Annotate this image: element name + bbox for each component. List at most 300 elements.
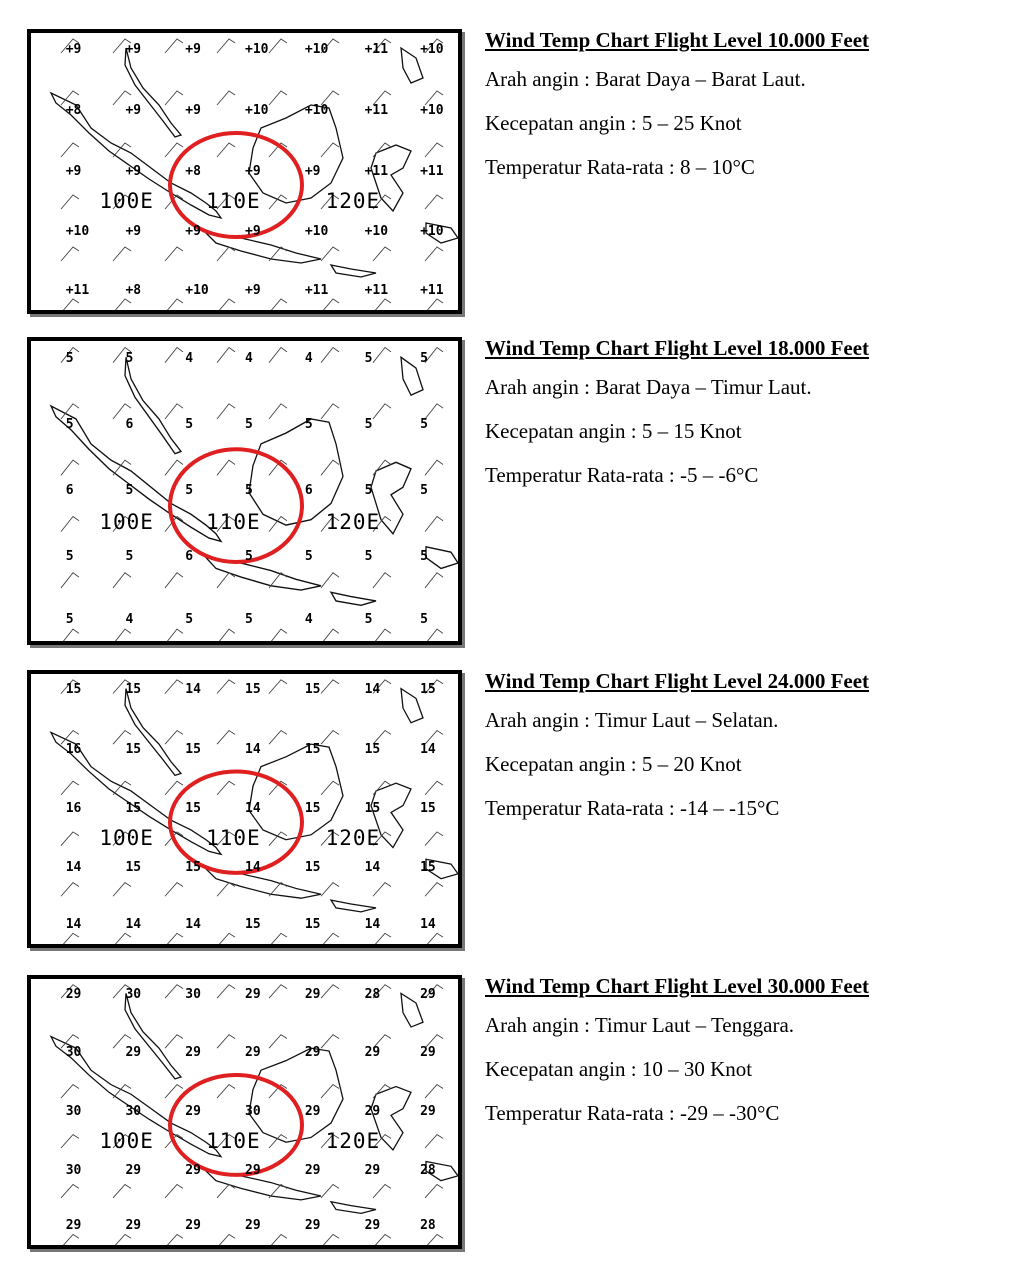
wind-barb bbox=[425, 1135, 443, 1148]
wind-temp-map bbox=[27, 29, 462, 314]
wind-barb bbox=[269, 404, 287, 419]
wind-barb bbox=[165, 1234, 183, 1245]
grid-temperature-value: 5 bbox=[420, 351, 428, 366]
wind-speed: Kecepatan angin : 5 – 25 Knot bbox=[485, 111, 742, 135]
wind-barb bbox=[165, 629, 183, 641]
wind-barb bbox=[217, 1085, 235, 1098]
grid-temperature-value: 15 bbox=[364, 741, 381, 757]
wind-barb bbox=[321, 680, 339, 694]
grid-temperature-value: 29 bbox=[65, 1218, 82, 1234]
wind-barb bbox=[217, 629, 235, 641]
chart-title: Wind Temp Chart Flight Level 24.000 Feet bbox=[485, 669, 870, 693]
grid-temperature-value: +10 bbox=[185, 282, 209, 298]
longitude-label: 110E bbox=[206, 1128, 261, 1153]
longitude-label: 100E bbox=[99, 825, 154, 850]
grid-temperature-value: 6 bbox=[185, 549, 194, 564]
wind-barb bbox=[269, 985, 287, 998]
wind-barb bbox=[165, 985, 183, 998]
longitude-label: 110E bbox=[206, 510, 261, 534]
wind-barb bbox=[61, 832, 79, 846]
wind-temp-map bbox=[27, 670, 462, 948]
coastline bbox=[125, 993, 181, 1078]
grid-temperature-value: 28 bbox=[364, 986, 381, 1002]
wind-barb bbox=[165, 731, 183, 745]
grid-temperature-value: 5 bbox=[420, 612, 428, 627]
wind-barb bbox=[217, 143, 235, 157]
wind-barb bbox=[321, 404, 339, 419]
wind-barb bbox=[217, 347, 235, 362]
wind-barb bbox=[321, 985, 339, 998]
grid-temperature-value: +9 bbox=[245, 224, 261, 240]
longitude-label: 100E bbox=[99, 1128, 154, 1153]
grid-temperature-value: 4 bbox=[185, 351, 194, 366]
grid-temperature-value: 30 bbox=[65, 1104, 82, 1119]
grid-temperature-value: 14 bbox=[65, 860, 82, 876]
grid-temperature-value: +11 bbox=[304, 282, 329, 298]
longitude-label: 120E bbox=[325, 510, 381, 534]
wind-barb bbox=[425, 247, 443, 261]
wind-barb bbox=[61, 781, 79, 795]
wind-barb bbox=[113, 933, 131, 944]
coastline bbox=[331, 265, 376, 277]
grid-temperature-value: 4 bbox=[125, 612, 134, 627]
grid-temperature-value: +11 bbox=[65, 282, 90, 298]
grid-temperature-value: 14 bbox=[245, 860, 261, 876]
wind-barb bbox=[217, 933, 235, 944]
grid-temperature-value: 29 bbox=[125, 1218, 142, 1234]
wind-barb bbox=[321, 460, 339, 475]
grid-temperature-value: +11 bbox=[364, 41, 389, 57]
wind-barb bbox=[321, 1035, 339, 1048]
grid-temperature-value: 15 bbox=[125, 801, 142, 816]
wind-barb bbox=[217, 460, 235, 475]
grid-temperature-value: 15 bbox=[304, 860, 321, 876]
grid-temperature-value: 5 bbox=[185, 483, 194, 498]
highlight-circle bbox=[170, 133, 302, 240]
grid-temperature-value: +9 bbox=[185, 224, 201, 240]
longitude-label: 110E bbox=[206, 825, 261, 850]
grid-temperature-value: 5 bbox=[65, 549, 74, 564]
grid-temperature-value: +10 bbox=[420, 224, 444, 240]
longitude-label: 120E bbox=[325, 188, 381, 213]
grid-temperature-value: 5 bbox=[245, 483, 253, 498]
wind-barb bbox=[217, 680, 235, 694]
wind-barb bbox=[217, 781, 235, 795]
grid-temperature-value: 29 bbox=[125, 1162, 142, 1178]
grid-temperature-value: 30 bbox=[125, 1104, 142, 1119]
grid-temperature-value: 28 bbox=[420, 1218, 436, 1234]
grid-temperature-value: +9 bbox=[125, 163, 142, 179]
wind-barb bbox=[321, 1185, 339, 1198]
grid-temperature-value: +10 bbox=[245, 102, 269, 118]
grid-temperature-value: +11 bbox=[420, 163, 444, 179]
highlight-circle bbox=[170, 771, 302, 876]
wind-barb bbox=[165, 1185, 183, 1198]
chart-info bbox=[485, 974, 965, 1126]
wind-barb bbox=[321, 247, 339, 261]
grid-temperature-value: 5 bbox=[304, 417, 313, 432]
wind-barb bbox=[61, 195, 79, 209]
grid-temperature-value: 5 bbox=[245, 549, 253, 564]
wind-barb bbox=[425, 460, 443, 475]
grid-temperature-value: 4 bbox=[245, 351, 253, 366]
coastline bbox=[125, 48, 181, 137]
grid-temperature-value: 14 bbox=[420, 741, 436, 757]
wind-barb bbox=[217, 91, 235, 105]
wind-barb bbox=[217, 404, 235, 419]
wind-direction: Arah angin : Timur Laut – Tenggara. bbox=[485, 1013, 795, 1037]
wind-barb bbox=[217, 985, 235, 998]
grid-temperature-value: 15 bbox=[185, 860, 201, 876]
grid-temperature-value: +11 bbox=[364, 163, 389, 179]
wind-barb bbox=[425, 883, 443, 897]
grid-temperature-value: 14 bbox=[245, 741, 261, 757]
wind-barb bbox=[165, 299, 183, 310]
wind-direction: Arah angin : Barat Daya – Barat Laut. bbox=[485, 67, 806, 91]
grid-temperature-value: +10 bbox=[304, 224, 329, 240]
grid-temperature-value: +9 bbox=[125, 224, 142, 240]
wind-barb bbox=[269, 1234, 287, 1245]
grid-temperature-value: +9 bbox=[304, 163, 321, 179]
wind-barb bbox=[425, 781, 443, 795]
wind-barb bbox=[269, 933, 287, 944]
grid-temperature-value: 29 bbox=[364, 1104, 381, 1119]
grid-temperature-value: 14 bbox=[245, 801, 261, 816]
grid-temperature-value: +10 bbox=[304, 102, 329, 118]
grid-temperature-value: 5 bbox=[364, 351, 373, 366]
grid-temperature-value: 4 bbox=[304, 612, 313, 627]
wind-barb bbox=[425, 832, 443, 846]
wind-barb bbox=[425, 933, 443, 944]
chart-info bbox=[485, 336, 965, 488]
wind-barb bbox=[321, 573, 339, 588]
wind-barb bbox=[113, 1234, 131, 1245]
wind-barb bbox=[373, 1185, 391, 1198]
wind-barb bbox=[321, 1085, 339, 1098]
wind-barb bbox=[165, 933, 183, 944]
grid-temperature-value: +10 bbox=[420, 102, 444, 118]
wind-barb bbox=[113, 299, 131, 310]
wind-barb bbox=[165, 883, 183, 897]
grid-temperature-value: 29 bbox=[185, 1218, 201, 1234]
grid-temperature-value: 28 bbox=[420, 1162, 436, 1178]
average-temperature: Temperatur Rata-rata : 8 – 10°C bbox=[485, 155, 755, 179]
grid-temperature-value: 14 bbox=[364, 860, 381, 876]
grid-temperature-value: 14 bbox=[364, 682, 381, 698]
wind-barb bbox=[165, 1035, 183, 1048]
grid-temperature-value: 5 bbox=[420, 417, 428, 432]
wind-barb bbox=[61, 143, 79, 157]
grid-temperature-value: 15 bbox=[420, 860, 436, 876]
wind-barb bbox=[425, 629, 443, 641]
highlight-circle bbox=[170, 449, 302, 562]
grid-temperature-value: 29 bbox=[125, 1045, 142, 1061]
grid-temperature-value: +11 bbox=[364, 102, 389, 118]
wind-barb bbox=[321, 933, 339, 944]
wind-barb bbox=[321, 781, 339, 795]
grid-temperature-value: +10 bbox=[65, 224, 90, 240]
wind-barb bbox=[321, 629, 339, 641]
grid-temperature-value: 15 bbox=[125, 682, 142, 698]
coastline bbox=[331, 592, 376, 605]
grid-temperature-value: 15 bbox=[185, 741, 201, 757]
grid-temperature-value: 14 bbox=[185, 682, 201, 698]
wind-barb bbox=[425, 143, 443, 157]
grid-temperature-value: 5 bbox=[245, 417, 253, 432]
grid-temperature-value: 29 bbox=[364, 1045, 381, 1061]
wind-direction: Arah angin : Timur Laut – Selatan. bbox=[485, 708, 779, 732]
wind-temp-map bbox=[27, 975, 462, 1249]
wind-barb bbox=[321, 299, 339, 310]
grid-temperature-value: 16 bbox=[65, 801, 82, 816]
wind-barb bbox=[373, 573, 391, 588]
grid-temperature-value: 29 bbox=[245, 1045, 261, 1061]
grid-temperature-value: 5 bbox=[65, 351, 74, 366]
wind-barb bbox=[61, 573, 79, 588]
wind-barb bbox=[321, 1234, 339, 1245]
wind-barb bbox=[373, 404, 391, 419]
grid-temperature-value: 29 bbox=[364, 1218, 381, 1234]
longitude-label: 110E bbox=[206, 188, 261, 213]
coastline bbox=[125, 357, 181, 453]
wind-barb bbox=[61, 247, 79, 261]
wind-barb bbox=[373, 299, 391, 310]
grid-temperature-value: 5 bbox=[185, 612, 194, 627]
grid-temperature-value: 15 bbox=[245, 917, 261, 933]
grid-temperature-value: 29 bbox=[420, 1045, 436, 1061]
chart-info bbox=[485, 28, 965, 180]
wind-barb bbox=[425, 195, 443, 209]
grid-temperature-value: 5 bbox=[125, 549, 134, 564]
grid-temperature-value: 29 bbox=[245, 986, 261, 1002]
wind-barb bbox=[373, 629, 391, 641]
grid-temperature-value: 15 bbox=[245, 682, 261, 698]
grid-temperature-value: 5 bbox=[245, 612, 253, 627]
grid-temperature-value: 5 bbox=[364, 483, 373, 498]
grid-temperature-value: 15 bbox=[420, 801, 436, 816]
grid-temperature-value: 5 bbox=[420, 483, 428, 498]
wind-barb bbox=[373, 347, 391, 362]
grid-temperature-value: +9 bbox=[185, 41, 201, 57]
wind-barb bbox=[373, 883, 391, 897]
grid-temperature-value: 5 bbox=[125, 351, 134, 366]
wind-barb bbox=[61, 629, 79, 641]
chart-info bbox=[485, 669, 965, 821]
chart-title: Wind Temp Chart Flight Level 30.000 Feet bbox=[485, 974, 870, 998]
wind-barb bbox=[269, 680, 287, 694]
average-temperature: Temperatur Rata-rata : -5 – -6°C bbox=[485, 463, 759, 487]
grid-temperature-value: +8 bbox=[125, 282, 142, 298]
longitude-label: 120E bbox=[325, 1128, 381, 1153]
wind-barb bbox=[269, 731, 287, 745]
wind-barb bbox=[217, 299, 235, 310]
grid-temperature-value: 16 bbox=[65, 741, 82, 757]
grid-temperature-value: 29 bbox=[245, 1218, 261, 1234]
grid-temperature-value: +8 bbox=[65, 102, 82, 118]
grid-temperature-value: 29 bbox=[304, 986, 321, 1002]
coastline bbox=[331, 1202, 376, 1214]
wind-speed: Kecepatan angin : 5 – 15 Knot bbox=[485, 419, 742, 443]
wind-barb bbox=[321, 883, 339, 897]
wind-barb bbox=[217, 247, 235, 261]
grid-temperature-value: +9 bbox=[125, 102, 142, 118]
wind-barb bbox=[269, 629, 287, 641]
wind-direction: Arah angin : Barat Daya – Timur Laut. bbox=[485, 375, 812, 399]
grid-temperature-value: +10 bbox=[364, 224, 389, 240]
coastline bbox=[331, 900, 376, 912]
grid-temperature-value: 30 bbox=[245, 1104, 261, 1119]
wind-barb bbox=[269, 299, 287, 310]
grid-temperature-value: 30 bbox=[65, 1045, 82, 1061]
grid-temperature-value: 29 bbox=[185, 1104, 201, 1119]
grid-temperature-value: 29 bbox=[304, 1162, 321, 1178]
grid-temperature-value: 29 bbox=[245, 1162, 261, 1178]
wind-barb bbox=[165, 573, 183, 588]
chart-title: Wind Temp Chart Flight Level 10.000 Feet bbox=[485, 28, 870, 52]
grid-temperature-value: 5 bbox=[185, 417, 194, 432]
grid-temperature-value: 5 bbox=[364, 417, 373, 432]
grid-temperature-value: +9 bbox=[185, 102, 201, 118]
grid-temperature-value: 15 bbox=[420, 682, 436, 698]
grid-temperature-value: 15 bbox=[65, 682, 82, 698]
grid-temperature-value: 4 bbox=[304, 351, 313, 366]
wind-barb bbox=[61, 299, 79, 310]
grid-temperature-value: 5 bbox=[364, 549, 373, 564]
wind-speed: Kecepatan angin : 10 – 30 Knot bbox=[485, 1057, 753, 1081]
longitude-label: 100E bbox=[99, 188, 154, 213]
wind-barb bbox=[165, 39, 183, 53]
grid-temperature-value: 15 bbox=[304, 741, 321, 757]
longitude-label: 100E bbox=[99, 510, 154, 534]
wind-barb bbox=[113, 247, 131, 261]
grid-temperature-value: 6 bbox=[125, 417, 134, 432]
grid-temperature-value: 14 bbox=[420, 917, 436, 933]
grid-temperature-value: +11 bbox=[364, 282, 389, 298]
grid-temperature-value: +10 bbox=[304, 41, 329, 57]
grid-temperature-value: 15 bbox=[364, 801, 381, 816]
wind-barb bbox=[113, 629, 131, 641]
wind-barb bbox=[269, 1035, 287, 1048]
wind-barb bbox=[217, 883, 235, 897]
grid-temperature-value: 5 bbox=[420, 549, 428, 564]
grid-temperature-value: 29 bbox=[185, 1162, 201, 1178]
wind-barb bbox=[321, 731, 339, 745]
grid-temperature-value: +9 bbox=[245, 282, 261, 298]
grid-temperature-value: 14 bbox=[364, 917, 381, 933]
wind-barb bbox=[165, 404, 183, 419]
wind-barb bbox=[61, 933, 79, 944]
wind-barb bbox=[165, 91, 183, 105]
grid-temperature-value: 14 bbox=[185, 917, 201, 933]
wind-barb bbox=[61, 883, 79, 897]
wind-barb bbox=[165, 680, 183, 694]
grid-temperature-value: 14 bbox=[65, 917, 82, 933]
wind-barb bbox=[425, 1085, 443, 1098]
wind-barb bbox=[321, 347, 339, 362]
grid-temperature-value: +9 bbox=[65, 41, 82, 57]
wind-barb bbox=[425, 1185, 443, 1198]
grid-temperature-value: 6 bbox=[65, 483, 74, 498]
wind-barb bbox=[165, 247, 183, 261]
grid-temperature-value: 29 bbox=[304, 1104, 321, 1119]
grid-temperature-value: 30 bbox=[65, 1162, 82, 1178]
grid-temperature-value: 5 bbox=[304, 549, 313, 564]
highlight-circle bbox=[170, 1075, 302, 1178]
wind-barb bbox=[113, 573, 131, 588]
grid-temperature-value: +8 bbox=[185, 163, 201, 179]
grid-temperature-value: 29 bbox=[420, 986, 436, 1002]
wind-barb bbox=[373, 1234, 391, 1245]
grid-temperature-value: 14 bbox=[125, 917, 142, 933]
wind-barb bbox=[61, 460, 79, 475]
grid-temperature-value: +11 bbox=[420, 282, 444, 298]
wind-barb bbox=[165, 347, 183, 362]
wind-barb bbox=[425, 299, 443, 310]
wind-barb bbox=[425, 516, 443, 531]
grid-temperature-value: +10 bbox=[420, 41, 444, 57]
wind-barb bbox=[113, 1185, 131, 1198]
wind-barb bbox=[217, 573, 235, 588]
grid-temperature-value: +9 bbox=[125, 41, 142, 57]
wind-barb bbox=[217, 1185, 235, 1198]
grid-temperature-value: 5 bbox=[65, 612, 74, 627]
grid-temperature-value: 29 bbox=[304, 1045, 321, 1061]
wind-temp-map bbox=[27, 337, 462, 645]
grid-temperature-value: 15 bbox=[125, 741, 142, 757]
wind-speed: Kecepatan angin : 5 – 20 Knot bbox=[485, 752, 742, 776]
wind-barb bbox=[373, 933, 391, 944]
grid-temperature-value: 29 bbox=[364, 1162, 381, 1178]
wind-barb bbox=[425, 573, 443, 588]
wind-barb bbox=[373, 247, 391, 261]
grid-temperature-value: 29 bbox=[185, 1045, 201, 1061]
grid-temperature-value: 15 bbox=[125, 860, 142, 876]
wind-barb bbox=[217, 1035, 235, 1048]
wind-barb bbox=[61, 1234, 79, 1245]
grid-temperature-value: 15 bbox=[185, 801, 201, 816]
grid-temperature-value: 5 bbox=[65, 417, 74, 432]
wind-barb bbox=[217, 39, 235, 53]
wind-barb bbox=[61, 1185, 79, 1198]
grid-temperature-value: 6 bbox=[304, 483, 313, 498]
grid-temperature-value: +9 bbox=[245, 163, 261, 179]
wind-barb bbox=[61, 1135, 79, 1148]
average-temperature: Temperatur Rata-rata : -14 – -15°C bbox=[485, 796, 780, 820]
coastline bbox=[125, 689, 181, 776]
grid-temperature-value: +10 bbox=[245, 41, 269, 57]
wind-barb bbox=[425, 1234, 443, 1245]
grid-temperature-value: 29 bbox=[304, 1218, 321, 1234]
chart-title: Wind Temp Chart Flight Level 18.000 Feet bbox=[485, 336, 870, 360]
coastline bbox=[426, 547, 458, 569]
wind-barb bbox=[61, 516, 79, 531]
grid-temperature-value: 29 bbox=[420, 1104, 436, 1119]
wind-barb bbox=[269, 39, 287, 53]
wind-barb bbox=[217, 731, 235, 745]
grid-temperature-value: 15 bbox=[304, 682, 321, 698]
grid-temperature-value: 30 bbox=[125, 986, 142, 1002]
grid-temperature-value: 5 bbox=[364, 612, 373, 627]
grid-temperature-value: 30 bbox=[185, 986, 201, 1002]
wind-barb bbox=[61, 1085, 79, 1098]
wind-barb bbox=[269, 347, 287, 362]
grid-temperature-value: +9 bbox=[65, 163, 82, 179]
grid-temperature-value: 15 bbox=[304, 801, 321, 816]
wind-barb bbox=[113, 883, 131, 897]
wind-barb bbox=[217, 1234, 235, 1245]
wind-barb bbox=[269, 91, 287, 105]
longitude-label: 120E bbox=[325, 825, 381, 850]
